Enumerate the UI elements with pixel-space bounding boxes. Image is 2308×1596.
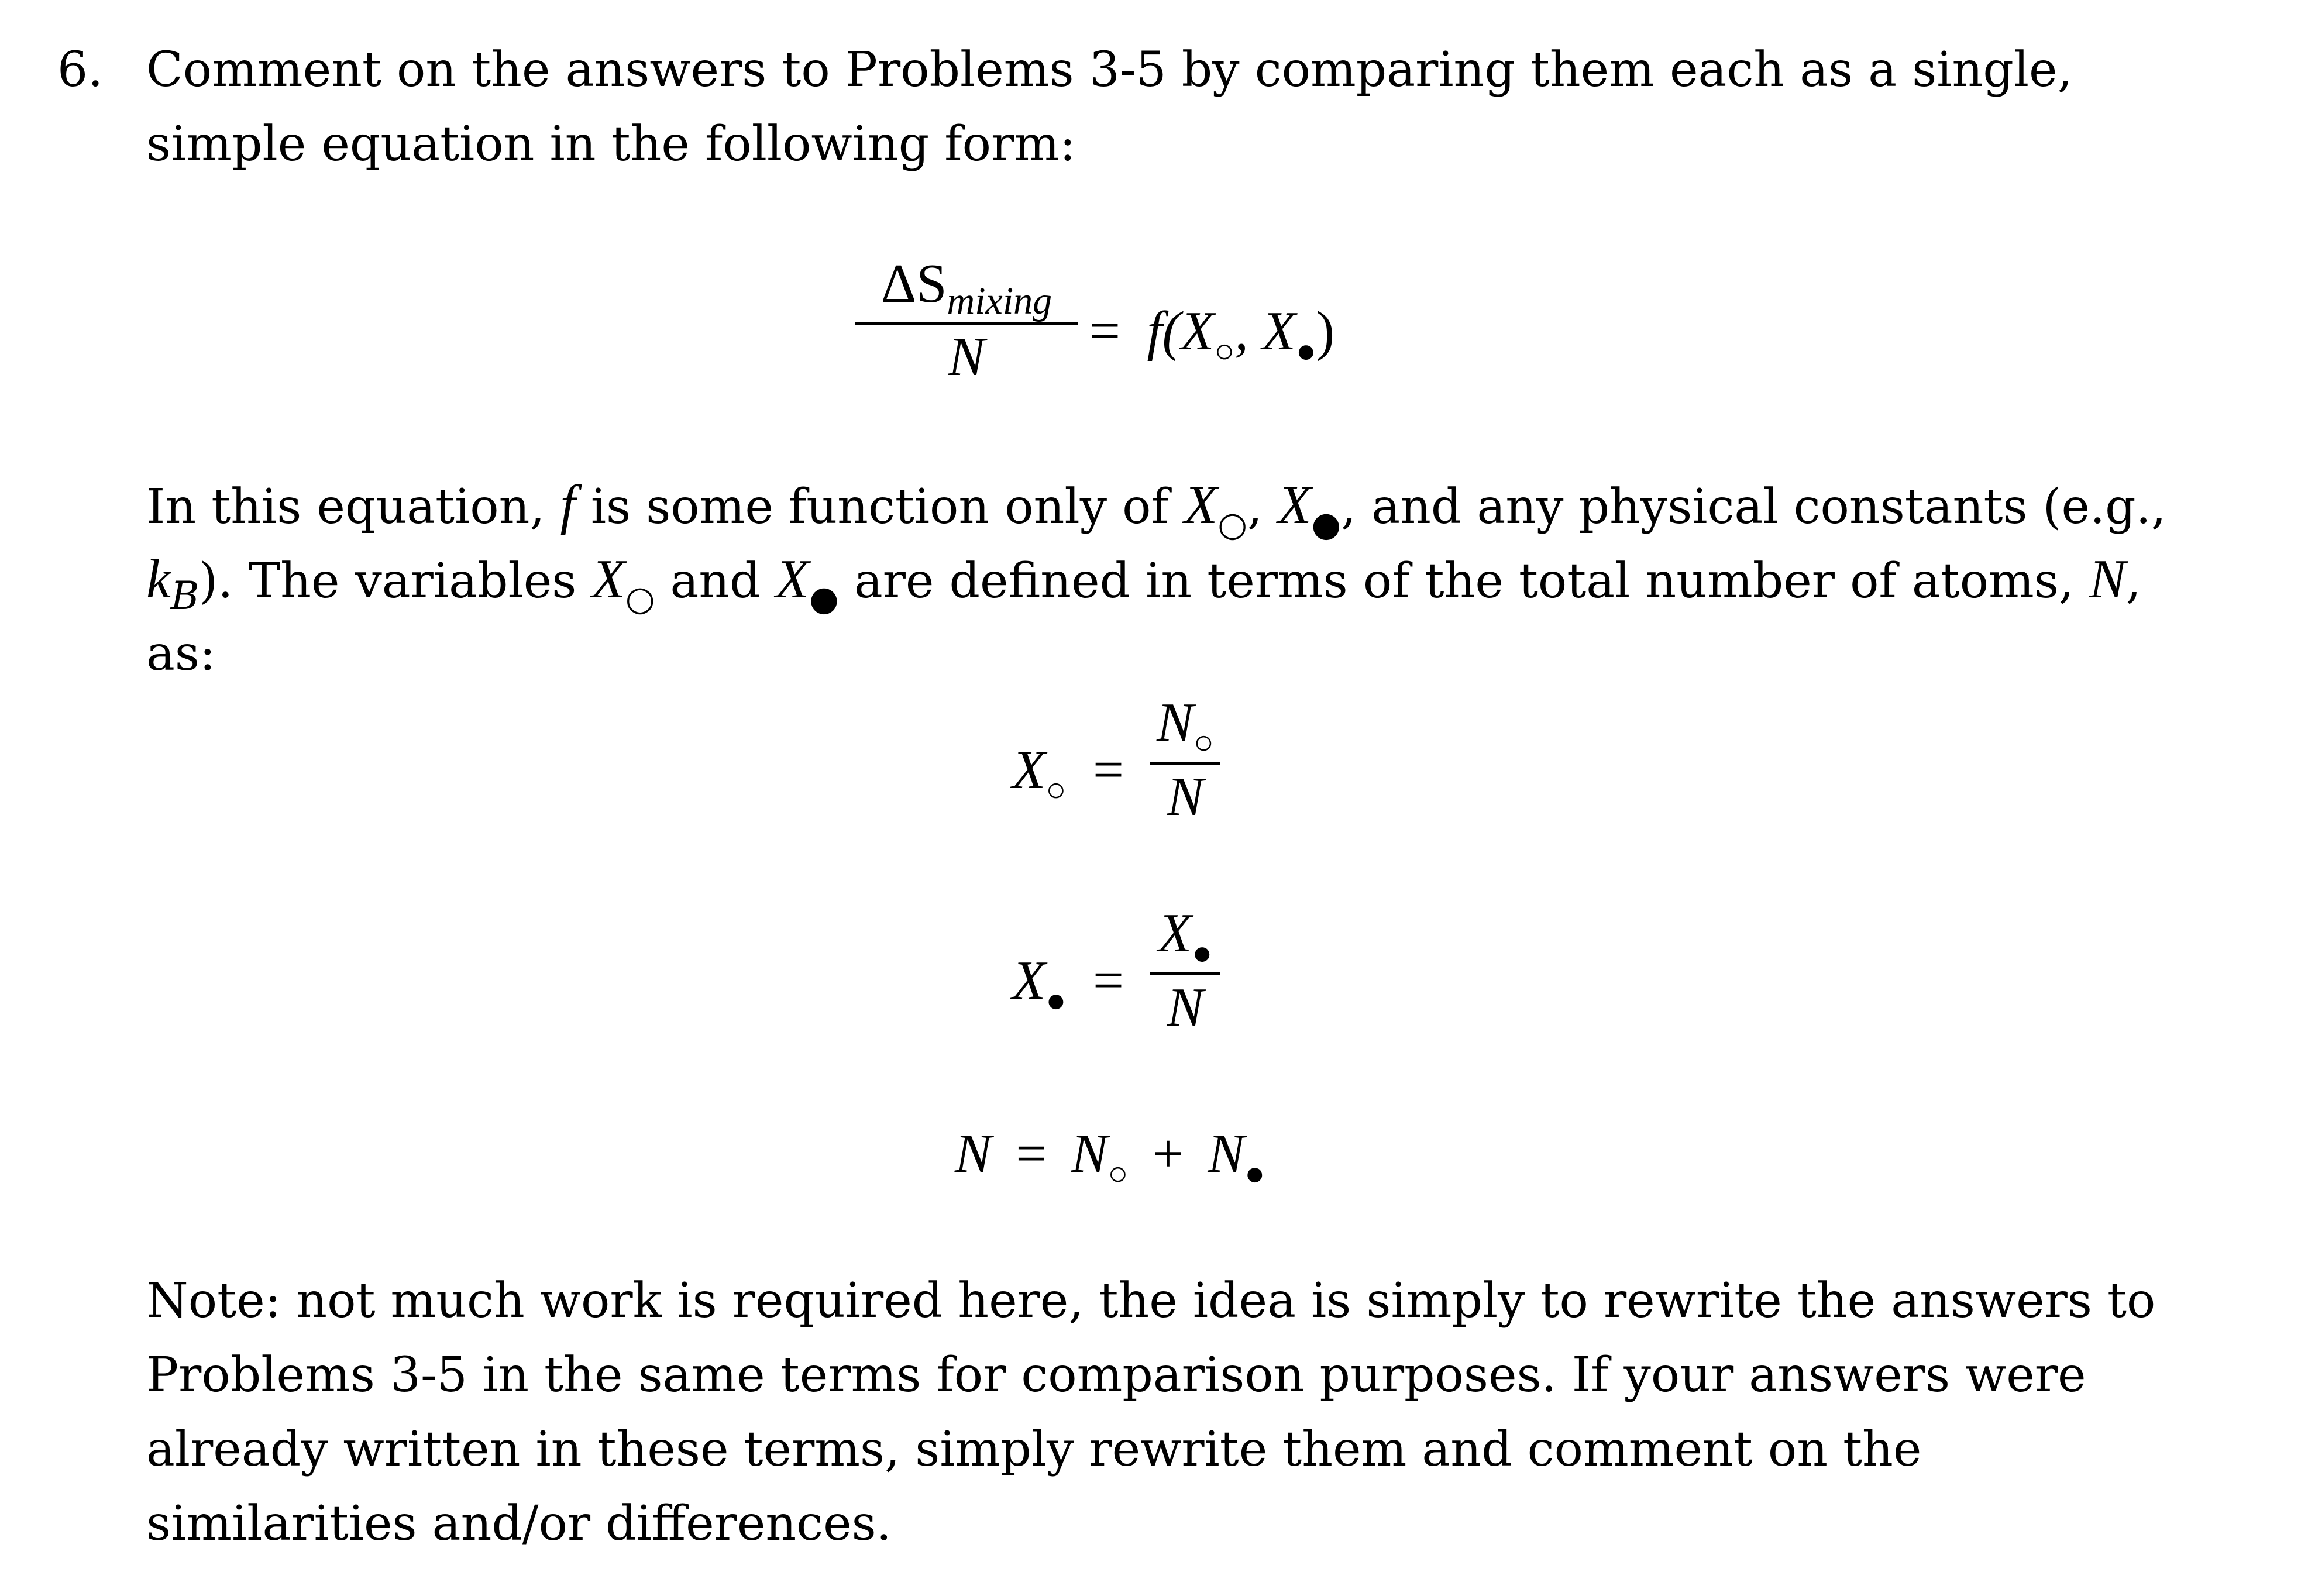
problem-number: 6. — [57, 42, 104, 98]
note-line-2: Problems 3-5 in the same terms for comparison purposes. If your answers were — [146, 1347, 2086, 1403]
note-line-4: similarities and/or differences. — [146, 1496, 892, 1552]
entropy-denominator: N — [948, 326, 985, 387]
note-line-3: already written in these terms, simply rewrite them and comment on the — [146, 1422, 1922, 1477]
entropy-fraction — [855, 252, 1078, 389]
definition2-numerator: $X_●$ — [1158, 903, 1213, 972]
definition1-denominator: N — [1167, 766, 1204, 827]
entropy-numerator: $\Delta S_{mixing}$ — [880, 253, 1052, 322]
definition1-lhs: $X_○$ = — [1012, 739, 1124, 809]
definition3: $N = N_○ + N_●$ — [955, 1123, 1265, 1192]
intro-line-1: Comment on the answers to Problems 3-5 by comparing them each as a single, — [146, 42, 2073, 98]
definition2-lhs: $X_●$ = — [1012, 950, 1124, 1019]
paragraph2-line-1: In this equation, f is some function only of $X_○$, $X_●$, and any physical constants (e.g., — [146, 474, 2166, 544]
definition1-numerator: $N_○$ — [1157, 692, 1214, 761]
paragraph2-line-3: as: — [146, 626, 216, 682]
equation1-rhs: = $f(X_○$, $X_●$) — [1089, 301, 1335, 370]
paragraph2-line-2: $k_B$). The variables $X_○$ and $X_●$ are defined in terms of the total number of atoms, N, — [146, 549, 2141, 618]
definition2-denominator: N — [1167, 977, 1204, 1038]
definition1-fraction — [1150, 690, 1220, 829]
intro-line-2: simple equation in the following form: — [146, 116, 1076, 172]
definition2-fraction — [1150, 901, 1220, 1040]
note-line-1: Note: not much work is required here, the idea is simply to rewrite the answers to — [146, 1273, 2156, 1329]
